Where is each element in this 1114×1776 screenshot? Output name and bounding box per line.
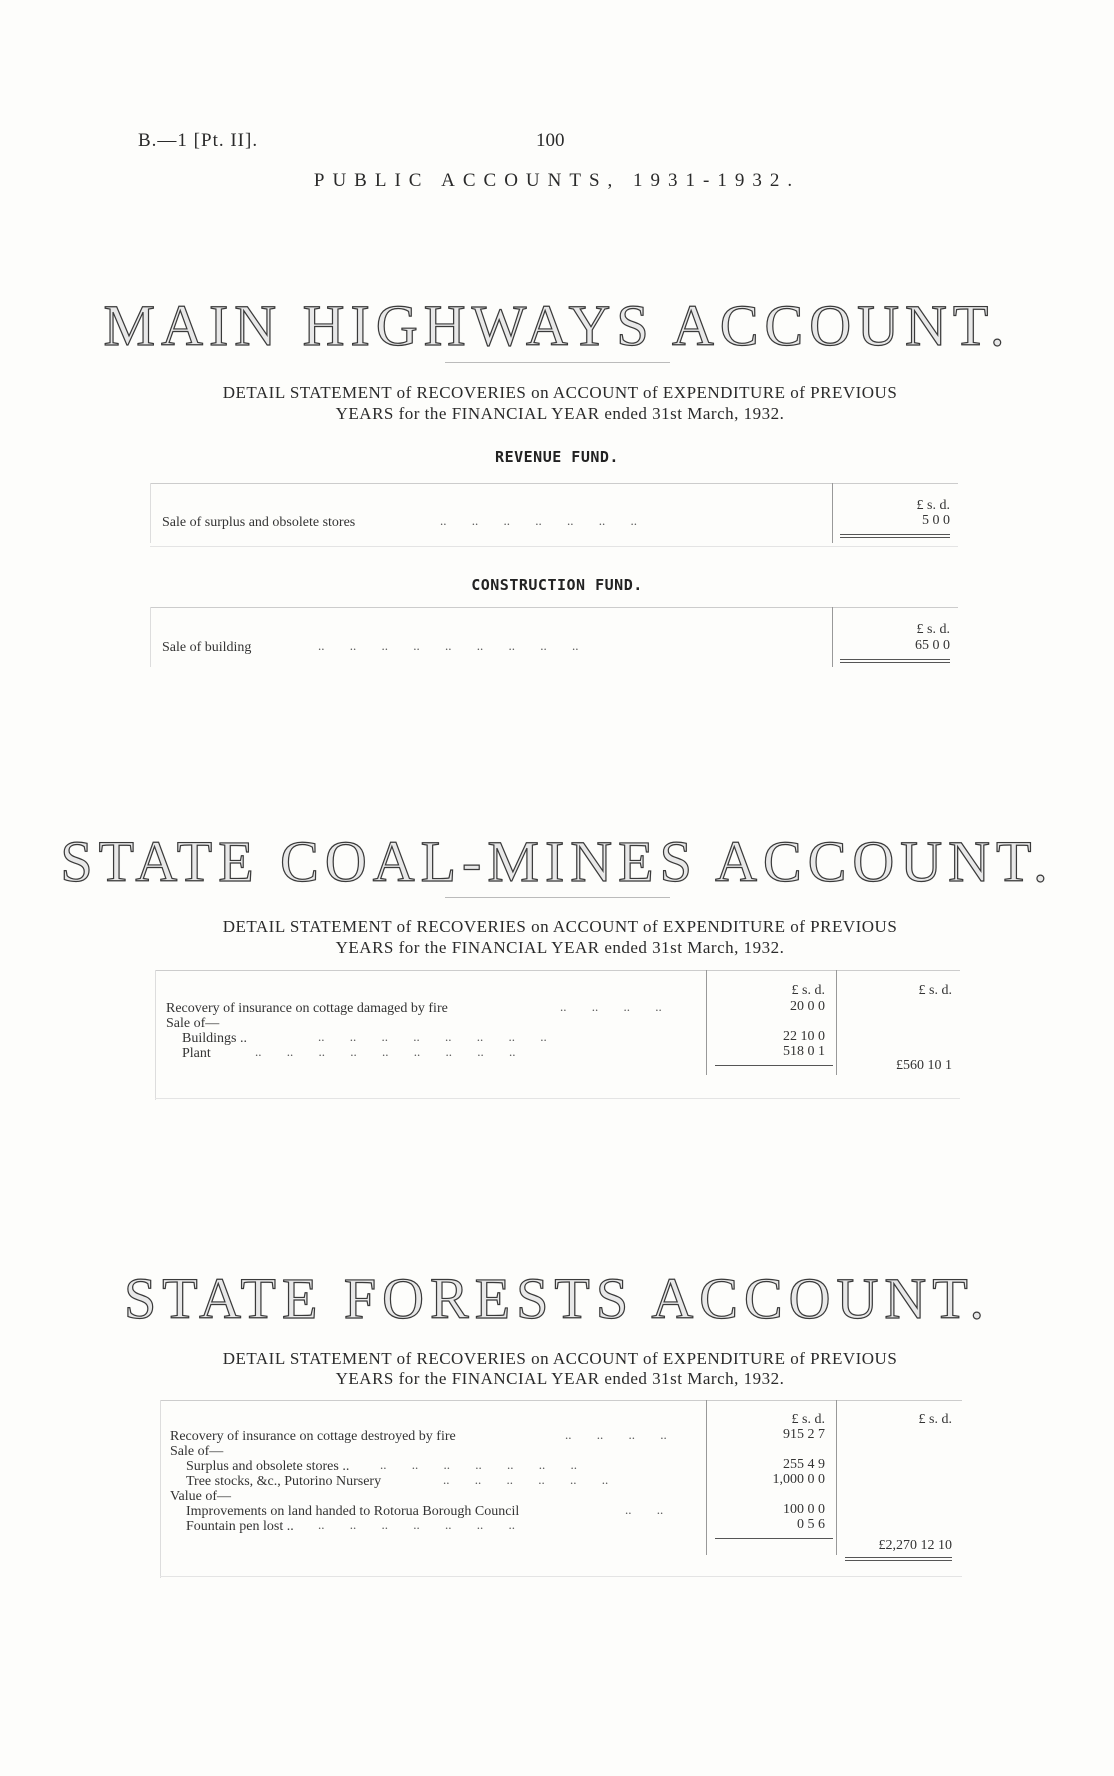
table-bottom-rule [150,546,958,547]
coal-row-amount: 518 0 1 [783,1044,825,1059]
total-rule-double [840,662,950,663]
forests-subtitle-1: DETAIL STATEMENT of RECOVERIES on ACCOUNT of EXPENDITURE of PREVIOUS [222,1349,898,1368]
leader-dots: .. .. [625,1502,664,1517]
table-left-rule [150,483,151,543]
total-rule-double [840,537,950,538]
leader-dots: .. .. .. .. [560,999,662,1014]
table-top-rule [150,607,958,608]
coal-row-label: Buildings .. [182,1031,247,1046]
document-reference: B.—1 [Pt. II]. [138,130,259,151]
forests-row-amount: 100 0 0 [783,1502,825,1517]
revenue-item-label: Sale of surplus and obsolete stores [162,515,356,530]
forests-row-label: Fountain pen lost .. [186,1519,294,1534]
forests-row-label: Value of— [170,1489,232,1504]
coal-total: £560 10 1 [896,1058,952,1073]
table-left-rule [160,1400,161,1578]
main-highways-subtitle-1: DETAIL STATEMENT of RECOVERIES on ACCOUNT of EXPENDITURE of PREVIOUS [222,383,898,402]
construction-item-label: Sale of building [162,640,252,655]
table-top-rule [150,483,958,484]
construction-col-header: £ s. d. [916,622,950,637]
leader-dots: .. .. .. .. .. .. .. [380,1457,577,1472]
column-rule [706,1400,707,1555]
table-left-rule [155,970,156,1100]
coal-mines-subtitle-1: DETAIL STATEMENT of RECOVERIES on ACCOUNT of EXPENDITURE of PREVIOUS [222,917,898,936]
coal-row-label: Sale of— [166,1016,220,1031]
leader-dots: .. .. .. .. .. .. .. .. .. [255,1044,516,1059]
forests-row-label: Sale of— [170,1444,224,1459]
coal-col-header-2: £ s. d. [918,983,952,998]
construction-fund-heading: CONSTRUCTION FUND. [471,576,643,594]
total-rule-double [845,1560,952,1561]
revenue-amount: 5 0 0 [922,513,950,528]
coal-row-amount: 20 0 0 [790,999,825,1014]
forests-row-label: Recovery of insurance on cottage destroyed by fire [170,1429,456,1444]
column-rule [836,970,837,1075]
leader-dots: .. .. .. .. [565,1427,667,1442]
coal-row-amount: 22 10 0 [783,1029,825,1044]
main-highways-title: MAIN HIGHWAYS ACCOUNT. [103,293,1011,358]
table-bottom-rule [155,1098,960,1099]
total-rule [840,659,950,660]
forests-row-label: Tree stocks, &c., Putorino Nursery [186,1474,382,1489]
coal-col-header-1: £ s. d. [791,983,825,998]
table-top-rule [155,970,960,971]
coal-mines-subtitle-2: YEARS for the FINANCIAL YEAR ended 31st March, 1932. [335,938,785,957]
total-rule [840,534,950,535]
column-rule [836,1400,837,1555]
forests-row-label: Improvements on land handed to Rotorua Borough Council [186,1504,520,1519]
main-highways-subtitle-2: YEARS for the FINANCIAL YEAR ended 31st March, 1932. [335,404,785,423]
forests-subtitle-2: YEARS for the FINANCIAL YEAR ended 31st March, 1932. [335,1369,785,1388]
coal-mines-title: STATE COAL-MINES ACCOUNT. [60,829,1054,894]
leader-dots: .. .. .. .. .. .. .. .. .. [318,638,579,653]
forests-row-amount: 915 2 7 [783,1427,825,1442]
total-rule [845,1557,952,1558]
table-left-rule [150,607,151,667]
leader-dots: .. .. .. .. .. .. .. [440,513,637,528]
title-rule [445,362,670,363]
leader-dots: .. .. .. .. .. .. .. .. [318,1029,547,1044]
table-top-rule [160,1400,962,1401]
publication-title: PUBLIC ACCOUNTS, 1931-1932. [313,170,801,191]
title-rule [445,897,670,898]
leader-dots: .. .. .. .. .. .. [443,1472,609,1487]
coal-row-label: Plant [182,1046,211,1061]
revenue-fund-heading: REVENUE FUND. [495,448,619,466]
table-bottom-rule [160,1576,962,1577]
page-number: 100 [536,130,565,151]
column-rule [832,483,833,543]
column-rule [832,607,833,667]
subtotal-rule [715,1065,833,1066]
forests-title: STATE FORESTS ACCOUNT. [124,1266,990,1331]
forests-col-header-2: £ s. d. [918,1412,952,1427]
forests-row-amount: 1,000 0 0 [772,1472,825,1487]
construction-amount: 65 0 0 [915,638,950,653]
forests-row-amount: 255 4 9 [783,1457,825,1472]
subtotal-rule [715,1538,833,1539]
forests-row-label: Surplus and obsolete stores .. [186,1459,350,1474]
forests-total: £2,270 12 10 [878,1538,952,1553]
revenue-col-header: £ s. d. [916,498,950,513]
forests-col-header-1: £ s. d. [791,1412,825,1427]
leader-dots: .. .. .. .. .. .. .. [318,1517,515,1532]
column-rule [706,970,707,1075]
coal-row-label: Recovery of insurance on cottage damaged by fire [166,1001,448,1016]
forests-row-amount: 0 5 6 [797,1517,825,1532]
